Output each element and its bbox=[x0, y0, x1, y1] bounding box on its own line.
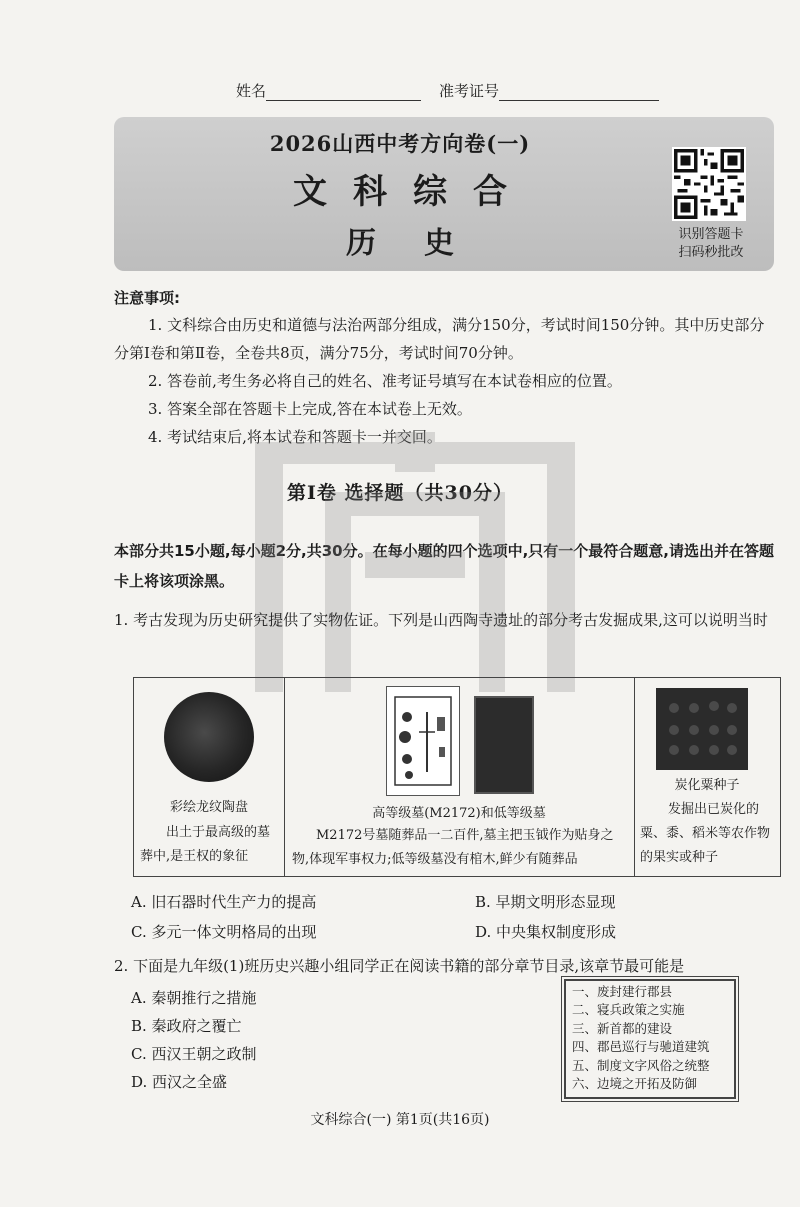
qr-caption-2: 扫码秒批改 bbox=[678, 245, 744, 260]
artifact-title: 炭化粟种子 bbox=[674, 778, 740, 793]
low-grade-tomb-image bbox=[474, 696, 534, 794]
artifact-cell-tombs bbox=[284, 678, 635, 876]
notes-title: 注意事项: bbox=[114, 289, 180, 307]
exam-id-label: 准考证号 bbox=[439, 82, 500, 100]
q1-option-a[interactable]: A. 旧石器时代生产力的提高 bbox=[131, 893, 317, 911]
artifact-cell-seeds bbox=[634, 678, 780, 876]
subject-title: 文科综合 bbox=[293, 172, 533, 212]
tomb-drawing-image bbox=[386, 686, 460, 796]
name-blank[interactable] bbox=[266, 86, 421, 101]
toc-item: 二、寝兵政策之实施 bbox=[572, 1002, 685, 1018]
q1-option-c[interactable]: C. 多元一体文明格局的出现 bbox=[131, 923, 317, 941]
q1-artifact-table bbox=[133, 677, 781, 877]
artifact-cell-plate bbox=[134, 678, 285, 876]
artifact-desc: M2172号墓随葬品一二百件,墓主把玉钺作为贴身之物,体现军事权力;低等级墓没有棺木,鲜少有随葬品 bbox=[292, 828, 614, 867]
section-title: 第Ⅰ卷 选择题（共30分） bbox=[287, 482, 513, 504]
name-row bbox=[236, 80, 659, 101]
painted-dragon-plate-image bbox=[164, 692, 254, 782]
artifact-title: 高等级墓(M2172)和低等级墓 bbox=[372, 806, 546, 821]
note-item: 3. 答案全部在答题卡上完成,答在本试卷上无效。 bbox=[148, 400, 472, 418]
artifact-title: 彩绘龙纹陶盘 bbox=[169, 800, 248, 815]
exam-id-blank[interactable] bbox=[499, 86, 659, 101]
qr-code-icon[interactable] bbox=[672, 147, 746, 221]
note-item: 4. 考试结束后,将本试卷和答题卡一并交回。 bbox=[148, 428, 442, 446]
question-2-stem: 2. 下面是九年级(1)班历史兴趣小组同学正在阅读书籍的部分章节目录,该章节最可能是 bbox=[114, 957, 685, 975]
q1-option-d[interactable]: D. 中央集权制度形成 bbox=[475, 923, 617, 941]
carbonized-seeds-image bbox=[656, 688, 748, 770]
exam-title: 2026山西中考方向卷(一) bbox=[269, 131, 531, 156]
page-footer: 文科综合(一) 第1页(共16页) bbox=[310, 1112, 490, 1128]
name-label: 姓名 bbox=[236, 82, 267, 100]
qr-caption-1: 识别答题卡 bbox=[678, 227, 744, 242]
book-table-of-contents bbox=[564, 979, 736, 1099]
q2-option-c[interactable]: C. 西汉王朝之政制 bbox=[131, 1045, 257, 1063]
q1-option-b[interactable]: B. 早期文明形态显现 bbox=[475, 893, 616, 911]
q2-option-d[interactable]: D. 西汉之全盛 bbox=[131, 1073, 228, 1091]
artifact-desc: 发掘出已炭化的粟、黍、稻米等农作物的果实或种子 bbox=[640, 802, 771, 865]
subject-subtitle: 历史 bbox=[346, 226, 502, 261]
toc-item: 五、制度文字风俗之统整 bbox=[572, 1057, 710, 1073]
question-1-stem: 1. 考古发现为历史研究提供了实物佐证。下列是山西陶寺遗址的部分考古发掘成果,这可以说明当时 bbox=[114, 611, 768, 629]
artifact-desc: 出土于最高级的墓葬中,是王权的象征 bbox=[140, 825, 271, 864]
q2-option-a[interactable]: A. 秦朝推行之措施 bbox=[131, 989, 257, 1007]
note-item: 1. 文科综合由历史和道德与法治两部分组成，满分150分，考试时间150分钟。其中历史部分分第Ⅰ卷和第Ⅱ卷，全卷共8页，满分75分，考试时间70分钟。 bbox=[114, 316, 765, 362]
section-intro: 本部分共15小题,每小题2分,共30分。在每小题的四个选项中,只有一个最符合题意,请选出并在答题卡上将该项涂黑。 bbox=[114, 542, 774, 590]
toc-item: 一、废封建行郡县 bbox=[572, 984, 673, 999]
toc-item: 三、新首都的建设 bbox=[572, 1020, 673, 1036]
toc-item: 四、郡邑巡行与驰道建筑 bbox=[572, 1039, 710, 1055]
q2-option-b[interactable]: B. 秦政府之覆亡 bbox=[131, 1017, 242, 1035]
toc-item: 六、边境之开拓及防御 bbox=[572, 1076, 698, 1092]
note-item: 2. 答卷前,考生务必将自己的姓名、准考证号填写在本试卷相应的位置。 bbox=[148, 372, 622, 390]
